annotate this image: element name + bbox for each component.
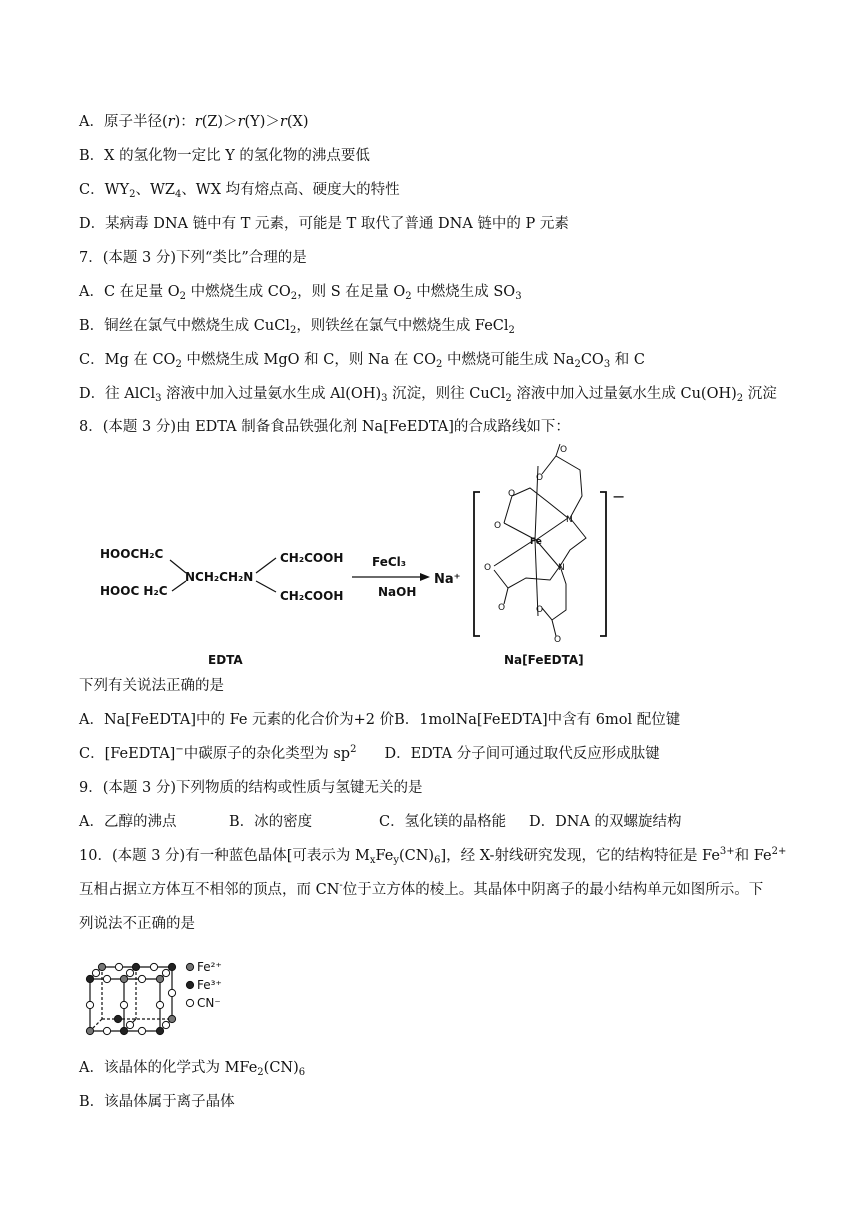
label-nafeedta: Na[FeEDTA] bbox=[504, 653, 584, 667]
q7-option-a: A．C 在足量 $O_2$ 中燃烧生成 $CO_2$，则 S 在足量 $O_2$ 中燃烧生成 $SO_3$ bbox=[79, 284, 522, 302]
q10-stem-line2: 互相占据立方体互不相邻的顶点，而 CN-位于立方体的棱上。其晶体中阴离子的最小结构单元如图所示。下 bbox=[79, 880, 764, 898]
q7-stem: 7．(本题 3 分)下列“类比”合理的是 bbox=[79, 250, 307, 266]
q8-question: 下列有关说法正确的是 bbox=[79, 678, 224, 694]
q10-option-a: A．该晶体的化学式为 $MFe_2(CN)_6$ bbox=[79, 1060, 306, 1078]
q6-option-d: D．某病毒 DNA 链中有 T 元素，可能是 T 取代了普通 DNA 链中的 P 元素 bbox=[79, 216, 569, 232]
edta-left-top: HOOCH₂C bbox=[100, 547, 164, 561]
complex-charge: − bbox=[612, 487, 626, 506]
o-atom-8: O bbox=[554, 635, 562, 645]
q9-stem: 9．(本题 3 分)下列物质的结构或性质与氢键无关的是 bbox=[79, 780, 423, 796]
n-atom-top: N bbox=[566, 515, 573, 525]
reaction-arrow bbox=[352, 555, 430, 599]
o-atom-4: O bbox=[494, 521, 502, 531]
edta-backbone: NCH₂CH₂N bbox=[185, 570, 254, 584]
q7-option-d: D．往 AlCl$_3$ 溶液中加入过量氨水生成 $Al(OH)_3$ 沉淀，则往 CuCl$_2$ 溶液中加入过量氨水生成 $Cu(OH)_2$ 沉淀 bbox=[79, 386, 777, 404]
na-cation: Na⁺ bbox=[434, 572, 461, 587]
legend-fe3: Fe³⁺ bbox=[197, 978, 222, 992]
edta-right-top: CH₂COOH bbox=[280, 551, 344, 565]
q10-stem-line3: 列说法不正确的是 bbox=[79, 916, 195, 932]
o-atom-5: O bbox=[484, 563, 492, 573]
o-atom-2: O bbox=[536, 473, 544, 483]
q10-option-b: B．该晶体属于离子晶体 bbox=[79, 1094, 235, 1110]
legend-cn: CN⁻ bbox=[197, 996, 221, 1010]
q6-option-b: B．X 的氢化物一定比 Y 的氢化物的沸点要低 bbox=[79, 148, 370, 164]
q8-option-cd: C．[FeEDTA]−中碳原子的杂化类型为 $sp^2$ D．EDTA 分子间可通过取代反应形成肽键 bbox=[79, 744, 660, 762]
q10-stem-line1: 10．(本题 3 分)有一种蓝色晶体[可表示为 $M_xFe_y(CN)_6$]，经 X-射线研究发现，它的结构特征是 $Fe^{3+}$和 $Fe^{2+}$ bbox=[79, 846, 787, 866]
edta-synthesis-scheme bbox=[90, 440, 650, 670]
o-atom-6: O bbox=[498, 603, 506, 613]
crystal-legend bbox=[186, 960, 221, 1010]
legend-fe2: Fe²⁺ bbox=[197, 960, 222, 974]
fe-atom: Fe bbox=[530, 537, 542, 547]
o-atom-1: O bbox=[560, 445, 568, 455]
edta-structure bbox=[100, 547, 343, 603]
q9-options: A．乙醇的沸点 B．冰的密度 C．氢化镁的晶格能 D．DNA 的双螺旋结构 bbox=[79, 814, 682, 830]
q7-option-b: B．铜丝在氯气中燃烧生成 CuCl$_2$，则铁丝在氯气中燃烧生成 FeCl$_2$ bbox=[79, 318, 515, 336]
label-edta: EDTA bbox=[208, 653, 243, 667]
edta-right-bottom: CH₂COOH bbox=[280, 589, 344, 603]
q6-option-a: A．原子半径(r)：r(Z)＞r(Y)＞r(X) bbox=[79, 114, 309, 130]
edta-left-bottom: HOOC H₂C bbox=[100, 584, 168, 598]
o-atom-7: O bbox=[536, 605, 544, 615]
reagent-fecl3: FeCl₃ bbox=[372, 555, 407, 569]
o-atom-3: O bbox=[508, 489, 516, 499]
q7-option-c: C．Mg 在 $CO_2$ 中燃烧生成 MgO 和 C，则 Na 在 $CO_2$ 中燃烧可能生成 $Na_2CO_3$ 和 C bbox=[79, 352, 646, 370]
q6-option-c: C．$WY_2$、$WZ_4$、WX 均有熔点高、硬度大的特性 bbox=[79, 182, 400, 200]
crystal-unit-cell-diagram bbox=[82, 945, 242, 1045]
reagent-naoh: NaOH bbox=[378, 585, 417, 599]
n-atom-bottom: N bbox=[558, 563, 565, 573]
q8-option-ab: A．Na[FeEDTA]中的 Fe 元素的化合价为+2 价B．1molNa[FeEDTA]中含有 6mol 配位键 bbox=[79, 712, 681, 728]
q8-stem: 8．(本题 3 分)由 EDTA 制备食品铁强化剂 Na[FeEDTA]的合成路线如下： bbox=[79, 419, 570, 435]
